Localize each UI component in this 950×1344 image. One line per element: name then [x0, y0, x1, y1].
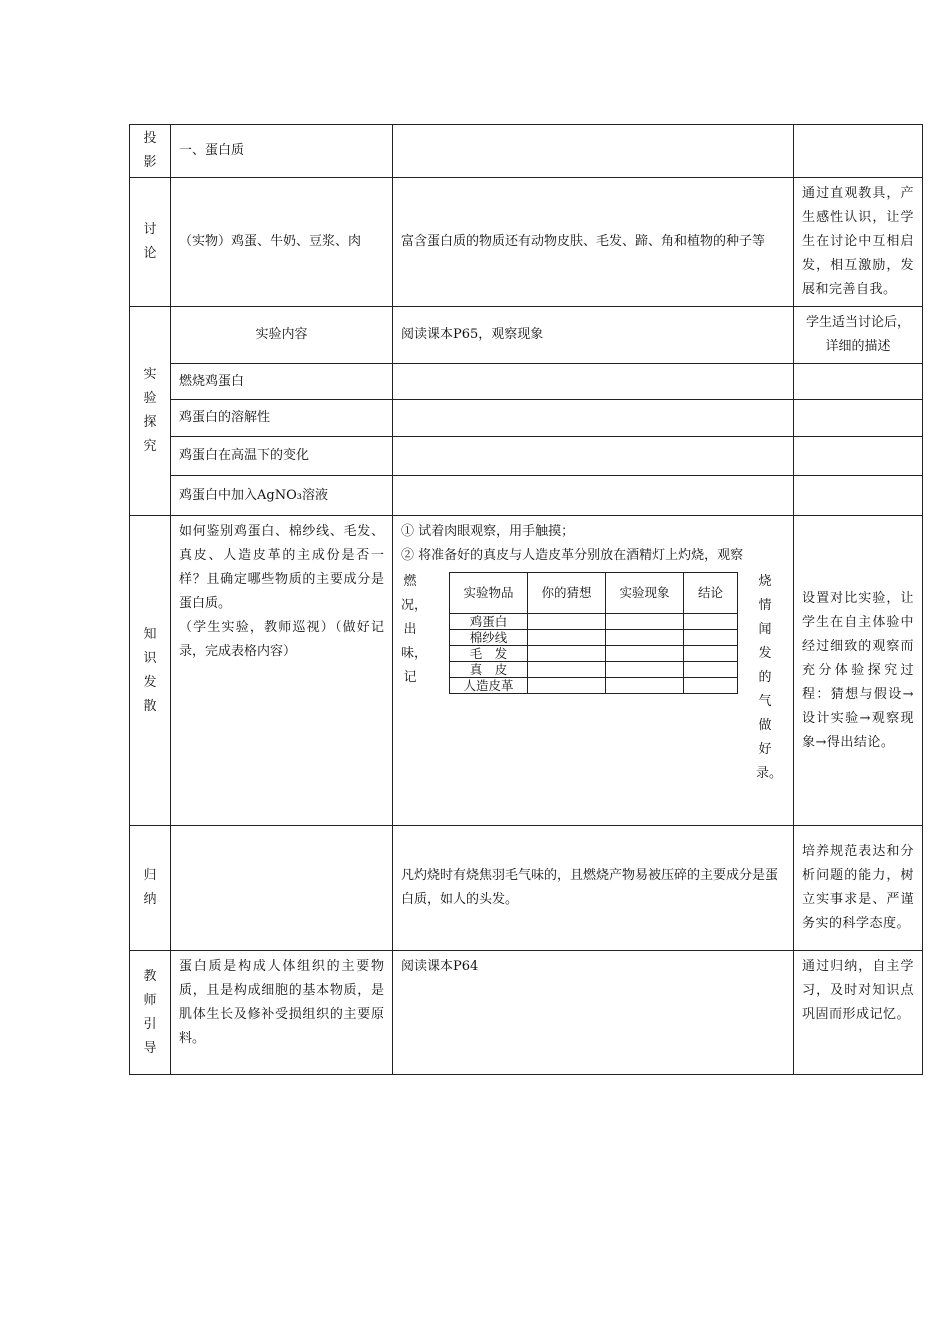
summary-note: 培养规范表达和分析问题的能力，树立实事求是、严谨务实的科学态度。: [794, 826, 923, 951]
row-content: （实物）鸡蛋、牛奶、豆浆、肉: [171, 178, 393, 307]
knowledge-content: 如何鉴别鸡蛋白、棉纱线、毛发、真皮、人造皮革的主成份是否一样？且确定哪些物质的主要成分是蛋白质。 （学生实验，教师巡视）（做好记录，完成表格内容）: [171, 516, 393, 826]
row-detail: 富含蛋白质的物质还有动物皮肤、毛发、蹄、角和植物的种子等: [393, 178, 794, 307]
guide-content: 蛋白质是构成人体组织的主要物质，且是构成细胞的基本物质，是肌体生长及修补受损组织的主要原料。: [171, 951, 393, 1075]
experiment-item-row: [130, 476, 923, 516]
row-content: 一、蛋白质: [171, 125, 393, 178]
row-summary: [130, 826, 923, 951]
observation-item: 真 皮: [450, 662, 528, 678]
observation-item: 人造皮革: [450, 678, 528, 694]
knowledge-detail: [393, 516, 794, 826]
knowledge-step-2: ② 将准备好的真皮与人造皮革分别放在酒精灯上灼烧，观察: [401, 548, 744, 563]
observation-header: 你的猜想: [528, 573, 606, 614]
guide-detail: 阅读课本P64: [393, 951, 794, 1075]
knowledge-step-1: ① 试着肉眼观察，用手触摸；: [401, 524, 575, 539]
guide-note: 通过归纳，自主学习，及时对知识点巩固而形成记忆。: [794, 951, 923, 1075]
observation-header: 实验现象: [606, 573, 684, 614]
observation-row: [450, 678, 738, 694]
row-note: [794, 125, 923, 178]
summary-detail: 凡灼烧时有烧焦羽毛气味的，且燃烧产物易被压碎的主要成分是蛋白质，如人的头发。: [393, 826, 794, 951]
experiment-header-note: 学生适当讨论后，详细的描述: [794, 307, 923, 364]
row-label: 投影: [130, 125, 171, 178]
knowledge-right-vertical: 烧情闻发的气做好录。: [756, 574, 783, 781]
knowledge-note: 设置对比实验，让学生在自主体验中经过细致的观察而充分体验探究过程：猜想与假设→设计实验→观察现象→得出结论。: [794, 516, 923, 826]
row-discussion: [130, 178, 923, 307]
observation-table: [449, 572, 738, 694]
experiment-item: 燃烧鸡蛋白: [171, 364, 393, 400]
row-experiment-header: [130, 307, 923, 364]
experiment-header-content: 实验内容: [171, 307, 393, 364]
row-label: 教师引导: [130, 951, 171, 1075]
observation-row: [450, 614, 738, 630]
observation-header: 结论: [684, 573, 738, 614]
experiment-item-row: [130, 400, 923, 437]
row-note: 通过直观教具，产生感性认识，让学生在讨论中互相启发，相互激励，发展和完善自我。: [794, 178, 923, 307]
row-knowledge: [130, 516, 923, 826]
row-detail: [393, 125, 794, 178]
experiment-item-row: [130, 364, 923, 400]
experiment-item-row: [130, 437, 923, 476]
row-label: 知识发散: [130, 516, 171, 826]
experiment-item: 鸡蛋白中加入AgNO₃溶液: [171, 476, 393, 516]
row-guide: [130, 951, 923, 1075]
observation-item: 棉纱线: [450, 630, 528, 646]
row-label: 讨论: [130, 178, 171, 307]
row-label: 归纳: [130, 826, 171, 951]
experiment-header-detail: 阅读课本P65，观察现象: [393, 307, 794, 364]
row-projection: [130, 125, 923, 178]
observation-item: 鸡蛋白: [450, 614, 528, 630]
observation-header: 实验物品: [450, 573, 528, 614]
experiment-item: 鸡蛋白的溶解性: [171, 400, 393, 437]
observation-row: [450, 630, 738, 646]
knowledge-left-vertical: 燃况，出味，记: [401, 574, 428, 685]
observation-row: [450, 662, 738, 678]
observation-item: 毛 发: [450, 646, 528, 662]
lesson-plan-table: [129, 124, 923, 1075]
experiment-item: 鸡蛋白在高温下的变化: [171, 437, 393, 476]
observation-table-header: [450, 573, 738, 614]
observation-row: [450, 646, 738, 662]
row-label: 实验探究: [130, 307, 171, 516]
